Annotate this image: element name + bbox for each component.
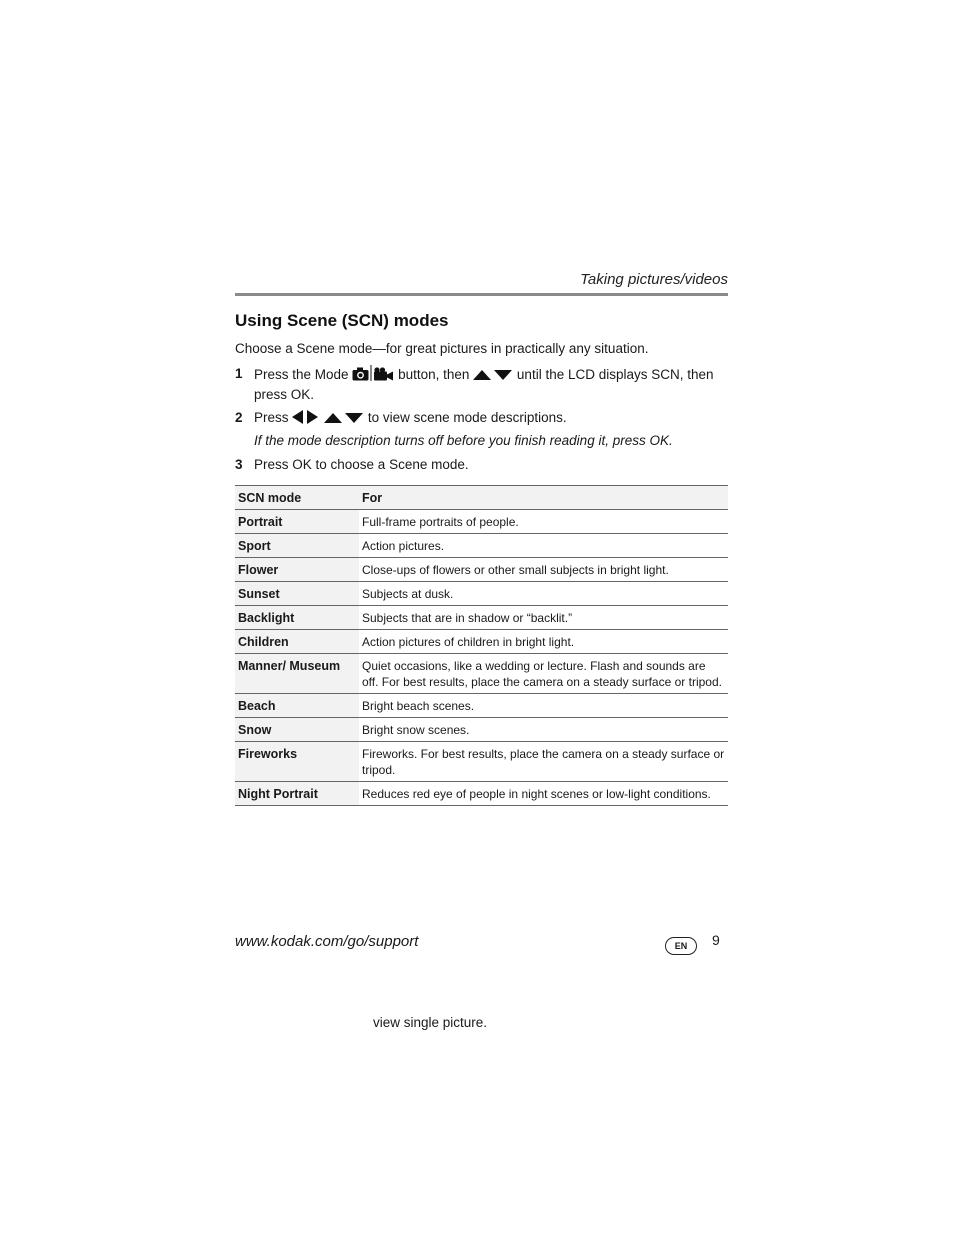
step-number: 1: [235, 366, 243, 381]
intro-text: Choose a Scene mode—for great pictures in practically any situation.: [235, 341, 649, 356]
mode-name: Sunset: [235, 582, 359, 606]
mode-description: Subjects that are in shadow or “backlit.”: [359, 606, 728, 630]
mode-name: Flower: [235, 558, 359, 582]
step-number: 3: [235, 457, 243, 472]
camera-icon: [352, 367, 369, 386]
mode-name: Sport: [235, 534, 359, 558]
mode-name: Portrait: [235, 510, 359, 534]
step-1: [235, 365, 728, 404]
page-title: Using Scene (SCN) modes: [235, 311, 449, 330]
step-text: button, then: [398, 367, 470, 382]
mode-name: Night Portrait: [235, 782, 359, 806]
step-text: Press the Mode: [254, 367, 349, 382]
step-text: to view scene mode descriptions.: [367, 410, 567, 425]
mode-name: Children: [235, 630, 359, 654]
mode-name: Manner/ Museum: [235, 654, 359, 694]
mode-name: Backlight: [235, 606, 359, 630]
mode-description: Bright beach scenes.: [359, 694, 728, 718]
step-number: 2: [235, 410, 243, 425]
column-header-scn-mode: SCN mode: [235, 486, 359, 510]
mode-description: Subjects at dusk.: [359, 582, 728, 606]
table-row: [235, 510, 728, 534]
step-3: [235, 456, 728, 474]
column-header-for: For: [359, 486, 728, 510]
mode-description: Reduces red eye of people in night scenes or low-light conditions.: [359, 782, 728, 806]
scn-mode-table: [235, 485, 728, 806]
table-row: [235, 534, 728, 558]
table-row: [235, 742, 728, 782]
step-text: Press OK to choose a Scene mode.: [254, 457, 469, 472]
header-rule: [235, 293, 728, 296]
step-2: [235, 409, 728, 429]
table-header-row: [235, 486, 728, 510]
left-right-arrows-icon: [292, 410, 320, 429]
up-down-arrows-icon: [473, 368, 513, 386]
table-row: [235, 694, 728, 718]
mode-description: Full-frame portraits of people.: [359, 510, 728, 534]
video-camera-icon: [373, 367, 394, 386]
table-row: [235, 718, 728, 742]
step-text: until the LCD displays SCN, then press OK.: [254, 367, 714, 402]
mode-name: Snow: [235, 718, 359, 742]
table-row: [235, 630, 728, 654]
section-header: Taking pictures/videos: [580, 271, 728, 288]
table-row: [235, 558, 728, 582]
table-row: [235, 606, 728, 630]
language-badge: EN: [665, 937, 697, 955]
mode-name: Beach: [235, 694, 359, 718]
mode-description: Bright snow scenes.: [359, 718, 728, 742]
mode-description: Action pictures.: [359, 534, 728, 558]
stray-text: view single picture.: [373, 1015, 488, 1030]
mode-description: Action pictures of children in bright light.: [359, 630, 728, 654]
step-note: If the mode description turns off before you finish reading it, press OK.: [254, 433, 673, 448]
step-text: Press: [254, 410, 289, 425]
table-row: [235, 582, 728, 606]
mode-description: Quiet occasions, like a wedding or lecture. Flash and sounds are off. For best results, place the camera on a steady surface or tripod.: [359, 654, 728, 694]
mode-description: Fireworks. For best results, place the camera on a steady surface or tripod.: [359, 742, 728, 782]
mode-description: Close-ups of flowers or other small subjects in bright light.: [359, 558, 728, 582]
table-row: [235, 654, 728, 694]
table-row: [235, 782, 728, 806]
support-url: www.kodak.com/go/support: [235, 933, 419, 950]
mode-name: Fireworks: [235, 742, 359, 782]
page-number: 9: [712, 932, 720, 948]
up-down-arrows-icon: [324, 411, 364, 429]
